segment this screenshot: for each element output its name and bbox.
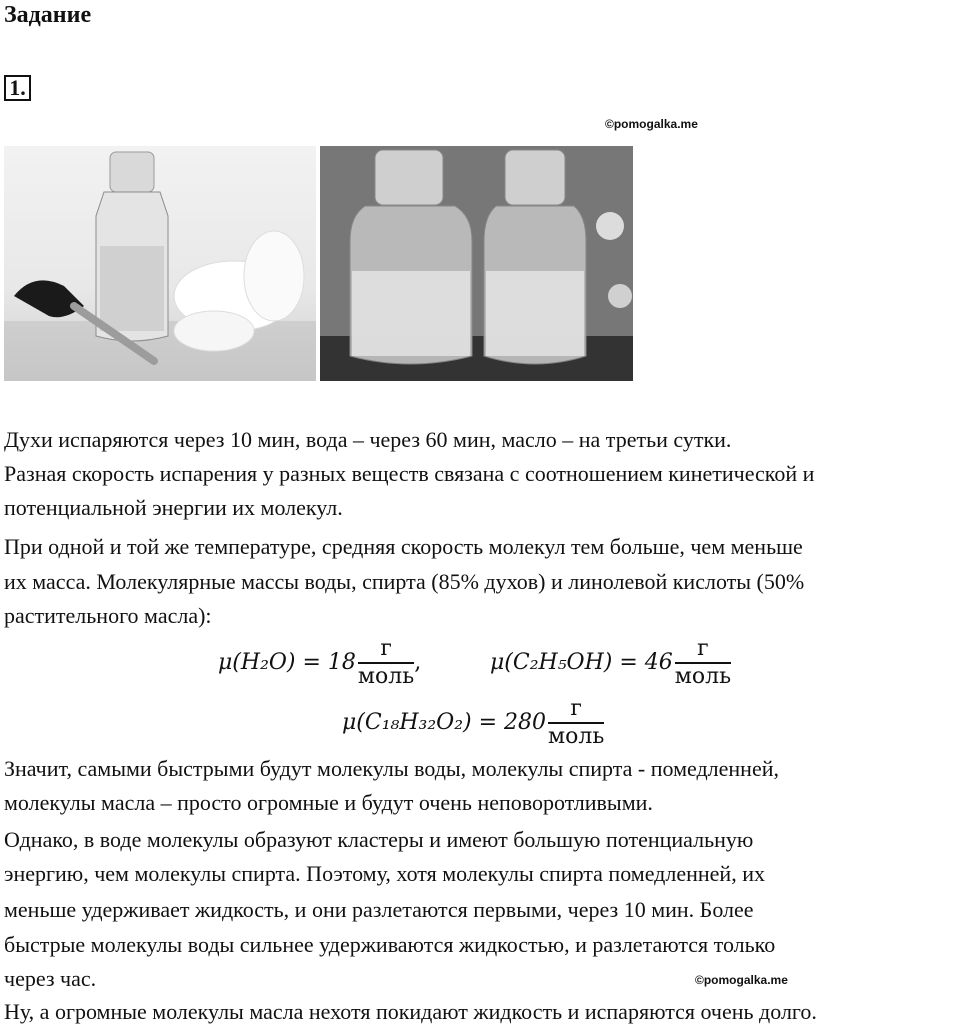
paragraph-line-11: меньше удерживает жидкость, и они разлетаются первыми, через 10 мин. Более <box>4 897 754 922</box>
watermark-top: ©pomogalka.me <box>605 117 698 131</box>
paragraph-line-13: через час. <box>4 966 97 991</box>
two-bottles-photo <box>320 146 633 381</box>
paragraph-line-12: быстрые молекулы воды сильнее удерживаются жидкостью, и разлетаются только <box>4 932 776 957</box>
watermark-bottom: ©pomogalka.me <box>695 973 788 987</box>
paragraph-line-10: энергию, чем молекулы спирта. Поэтому, хотя молекулы спирта помедленней, их <box>4 861 765 886</box>
paragraph-line-2: Разная скорость испарения у разных веществ связана с соотношением кинетической и <box>4 461 815 486</box>
task-number: 1. <box>4 75 31 101</box>
formula-ethanol: μ(C₂H₅OH) = 46 $\frac{г}{\text{моль}}$ <box>490 636 732 689</box>
formula-linoleic-acid: μ(C₁₈H₃₂O₂) = 280 $\frac{г}{\text{моль}}$ <box>342 696 605 749</box>
paragraph-line-9: Однако, в воде молекулы образуют кластеры и имеют большую потенциальную <box>4 827 754 852</box>
paragraph-line-5: их масса. Молекулярные массы воды, спирта (85% духов) и линолевой кислоты (50% <box>4 569 805 594</box>
paragraph-line-7: Значит, самыми быстрыми будут молекулы воды, молекулы спирта - помедленней, <box>4 756 779 781</box>
page-heading: Задание <box>4 2 92 28</box>
paragraph-line-6: растительного масла): <box>4 603 212 628</box>
paragraph-line-1: Духи испаряются через 10 мин, вода – через 60 мин, масло – на третьи сутки. <box>4 427 732 452</box>
paragraph-line-3: потенциальной энергии их молекул. <box>4 495 343 520</box>
paragraph-line-4: При одной и той же температуре, средняя скорость молекул тем больше, чем меньше <box>4 534 803 559</box>
formula-water: μ(H₂O) = 18 $\frac{г}{\text{моль}}$ , <box>218 636 422 689</box>
dropper-bottle-photo <box>4 146 316 381</box>
paragraph-line-14: Ну, а огромные молекулы масла нехотя покидают жидкость и испаряются очень долго. <box>4 999 817 1024</box>
paragraph-line-8: молекулы масла – просто огромные и будут очень неповоротливыми. <box>4 790 653 815</box>
